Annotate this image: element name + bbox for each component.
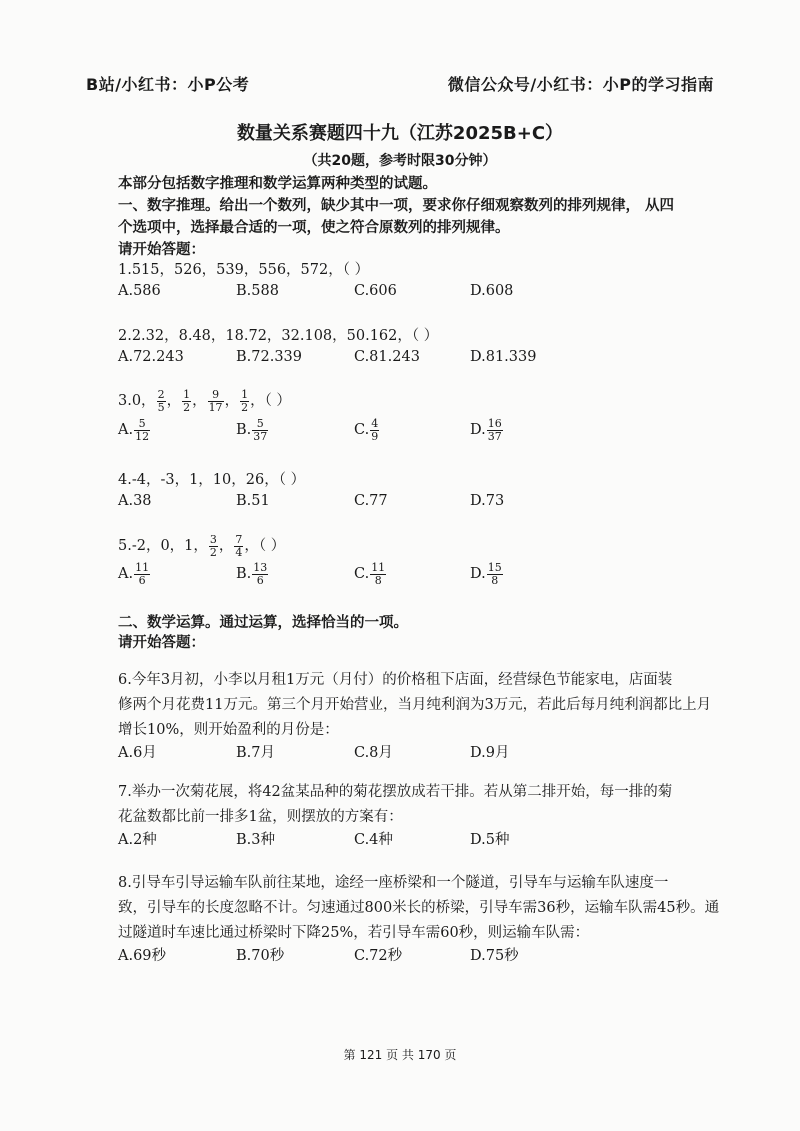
q5-c-fraction: [370, 562, 386, 586]
section1-start: 请开始答题：: [118, 242, 205, 258]
q1-option-d: D.608: [470, 283, 514, 299]
page-subtitle: （共20题，参考时限30分钟）: [303, 153, 497, 169]
q5-a-fraction: [134, 562, 150, 586]
q6-line-1: 6.今年3月初，小李以月租1万元（月付）的价格租下店面，经营绿色节能家电，店面装: [118, 672, 673, 688]
question-2-stem: 2.2.32，8.48，18.72，32.108，50.162，（ ）: [118, 328, 439, 344]
q5-b-numerator: 13: [253, 561, 268, 574]
question-1-stem: 1.515，526，539，556，572，（ ）: [118, 262, 370, 278]
q6-line-3: 增长10%，则开始盈利的月份是：: [118, 722, 339, 738]
q3-option-b: [236, 418, 269, 442]
q5-blank: （ ）: [258, 538, 286, 555]
q3-d-numerator: 16: [487, 417, 502, 430]
question-3-stem: [118, 389, 291, 413]
q3-fraction-1: [157, 389, 166, 413]
q3-a-fraction: [134, 418, 150, 442]
q5-f1-numerator: 3: [209, 533, 217, 546]
q1-option-b: B.588: [236, 283, 279, 299]
q5-prefix: 5.-2，0，1，: [118, 538, 208, 555]
q3-f1-numerator: 2: [157, 388, 165, 401]
q3-f2-numerator: 1: [183, 388, 191, 401]
q3-option-d: [470, 418, 504, 442]
q3-fraction-4: [240, 389, 249, 413]
question-6-stem: [118, 668, 722, 743]
q3-fraction-2: [182, 389, 191, 413]
q3-b-denominator: 37: [253, 429, 268, 443]
q3-f3-denominator: 17: [208, 400, 223, 414]
question-7-stem: [118, 780, 722, 830]
q3-prefix: 3.0，: [118, 393, 156, 410]
section2-instruction: 二、数学运算。通过运算，选择恰当的一项。: [118, 615, 408, 631]
question-4-stem: 4.-4，-3，1，10，26，（ ）: [118, 472, 306, 488]
q3-d-denominator: 37: [487, 429, 502, 443]
q5-fraction-1: [209, 534, 218, 558]
q5-c-label: C.: [354, 566, 370, 583]
q3-d-fraction: [487, 418, 503, 442]
q5-a-label: A.: [118, 566, 134, 583]
q2-option-a: A.72.243: [118, 349, 184, 365]
q8-option-a: A.69秒: [118, 948, 167, 964]
q5-a-numerator: 11: [135, 561, 150, 574]
question-5-stem: [118, 534, 285, 558]
q5-c-numerator: 11: [371, 561, 386, 574]
q3-fraction-3: [208, 389, 224, 413]
q5-c-denominator: 8: [374, 573, 382, 587]
q2-option-d: D.81.339: [470, 349, 537, 365]
q5-d-denominator: 8: [491, 573, 499, 587]
page-number: 第 121 页 共 170 页: [343, 1048, 457, 1062]
q5-d-numerator: 15: [487, 561, 502, 574]
q3-c-numerator: 4: [371, 417, 379, 430]
q3-b-numerator: 5: [252, 418, 268, 431]
q3-sep-1: ，: [166, 393, 182, 410]
q6-option-d: D.9月: [470, 745, 510, 761]
q3-sep-2: ，: [192, 393, 207, 410]
q6-option-b: B.7月: [236, 745, 275, 761]
q7-option-b: B.3种: [236, 832, 275, 848]
intro-text: 本部分包括数字推理和数学运算两种类型的试题。: [118, 176, 437, 192]
q7-line-2: 花盆数都比前一排多1盆，则摆放的方案有：: [118, 809, 403, 825]
q3-option-c: [354, 418, 380, 442]
q2-option-c: C.81.243: [354, 349, 420, 365]
q3-sep-3: ，: [224, 393, 240, 410]
q7-option-c: C.4种: [354, 832, 393, 848]
q8-option-c: C.72秒: [354, 948, 403, 964]
q3-c-denominator: 9: [371, 429, 379, 443]
q3-f2-denominator: 2: [183, 400, 191, 414]
q7-option-a: A.2种: [118, 832, 157, 848]
q3-f1-denominator: 5: [157, 400, 165, 414]
q3-b-fraction: [252, 418, 268, 442]
q3-d-label: D.: [470, 422, 486, 439]
q3-b-label: B.: [236, 422, 252, 439]
q3-a-numerator: 5: [134, 418, 150, 431]
section2-start: 请开始答题：: [118, 635, 205, 651]
section1-instruction-line2: 个选项中，选择最合适的一项，使之符合原数列的排列规律。: [118, 220, 510, 236]
q5-a-denominator: 6: [138, 573, 146, 587]
q8-line-1: 8.引导车引导运输车队前往某地，途经一座桥梁和一个隧道，引导车与运输车队速度一: [118, 875, 669, 891]
q3-f4-numerator: 1: [241, 388, 249, 401]
q3-f3-numerator: 9: [208, 389, 224, 402]
q5-sep-2: ，: [244, 538, 259, 555]
q5-option-c: [354, 562, 387, 586]
q5-f1-denominator: 2: [209, 545, 217, 559]
q5-d-label: D.: [470, 566, 486, 583]
q7-option-d: D.5种: [470, 832, 510, 848]
q3-c-label: C.: [354, 422, 370, 439]
q6-line-2: 修两个月花费11万元。第三个月开始营业，当月纯利润为3万元，若此后每月纯利润都比上月: [118, 697, 712, 713]
question-8-stem: [118, 871, 722, 946]
q8-line-2: 致，引导车的长度忽略不计。匀速通过800米长的桥梁，引导车需36秒，运输车队需45秒。通: [118, 900, 720, 916]
q2-option-b: B.72.339: [236, 349, 303, 365]
q3-blank: （ ）: [264, 393, 291, 410]
q3-a-label: A.: [118, 422, 134, 439]
q1-option-a: A.586: [118, 283, 161, 299]
q7-line-1: 7.举办一次菊花展，将42盆某品种的菊花摆放成若干排。若从第二排开始，每一排的菊: [118, 784, 673, 800]
q5-b-denominator: 6: [256, 573, 264, 587]
q8-line-3: 过隧道时车速比通过桥梁时下降25%，若引导车需60秒，则运输车队需：: [118, 925, 590, 941]
q6-option-c: C.8月: [354, 745, 393, 761]
q3-f4-denominator: 2: [241, 400, 249, 414]
page-title: 数量关系赛题四十九（江苏2025B+C）: [236, 123, 564, 144]
q1-option-c: C.606: [354, 283, 397, 299]
q5-sep-1: ，: [218, 538, 234, 555]
q3-sep-4: ，: [250, 393, 265, 410]
q5-f2-denominator: 4: [235, 545, 243, 559]
q5-b-fraction: [252, 562, 268, 586]
q3-c-fraction: [370, 418, 379, 442]
q4-option-b: B.51: [236, 493, 270, 509]
q5-option-a: [118, 562, 151, 586]
q4-option-a: A.38: [118, 493, 152, 509]
q5-option-d: [470, 562, 504, 586]
q5-b-label: B.: [236, 566, 252, 583]
header-left: B站/小红书：小P公考: [86, 75, 250, 94]
q4-option-d: D.73: [470, 493, 505, 509]
section1-instruction-line1: 一、数字推理。给出一个数列，缺少其中一项，要求你仔细观察数列的排列规律， 从四: [118, 198, 675, 214]
q6-option-a: A.6月: [118, 745, 157, 761]
q5-option-b: [236, 562, 269, 586]
q8-option-d: D.75秒: [470, 948, 519, 964]
q8-option-b: B.70秒: [236, 948, 285, 964]
q5-fraction-2: [234, 534, 243, 558]
q5-f2-numerator: 7: [235, 533, 243, 546]
q4-option-c: C.77: [354, 493, 388, 509]
q3-a-denominator: 12: [135, 429, 150, 443]
q5-d-fraction: [487, 562, 503, 586]
q3-option-a: [118, 418, 151, 442]
header-right: 微信公众号/小红书：小P的学习指南: [447, 75, 714, 94]
